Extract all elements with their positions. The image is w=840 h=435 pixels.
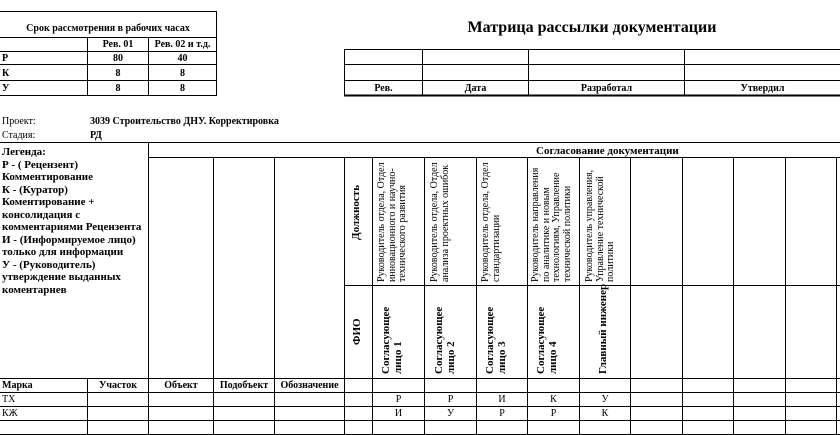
legend-line: И - (Информируемое лицо)	[2, 233, 136, 246]
row-value: У	[601, 394, 609, 405]
deadline-col-rev02: Рев. 02 и т.д.	[154, 39, 211, 50]
row-value: Р	[499, 408, 505, 419]
row-value: Р	[550, 408, 557, 419]
deadline-row-rev01: 80	[113, 53, 123, 64]
legend-line: У - (Руководитель)	[2, 258, 96, 271]
deadline-row-rev02: 8	[180, 83, 185, 94]
deadline-row-rev01: 8	[115, 68, 121, 79]
legend-line: коментарнев	[2, 283, 67, 296]
position-text: Руководитель отдела, Отдел инновационного и научно-технического развития	[376, 162, 408, 282]
row-value: К	[550, 394, 557, 405]
stage-value: РД	[90, 130, 102, 141]
approver-name: Согласующее лицо 3	[484, 306, 508, 374]
approval-title: Согласование документации	[536, 145, 679, 157]
col-object: Объект	[164, 380, 198, 391]
stage-label: Стадия:	[2, 130, 36, 141]
legend-line: К - (Куратор)	[2, 183, 68, 196]
approver-name: Главный инженер	[597, 283, 609, 374]
legend-line: Комментирование	[2, 171, 94, 183]
position-label: Должность	[350, 184, 362, 240]
project-label: Проект:	[2, 116, 36, 127]
deadline-row-code: Р	[2, 53, 9, 64]
legend-line: Р - ( Рецензент)	[2, 158, 79, 171]
legend-line: только для информации	[2, 246, 124, 258]
position-text: Руководитель управления, Управление технической политики	[584, 169, 616, 282]
row-value: У	[446, 408, 455, 419]
legend-line: консолидация с	[2, 208, 81, 221]
row-mark: ТХ	[2, 394, 16, 405]
position-text: Руководитель отдела, Отдел стандартизации	[480, 162, 502, 282]
deadline-row-code: К	[2, 68, 10, 79]
deadline-col-rev01: Рев. 01	[102, 39, 134, 50]
row-value: К	[601, 408, 609, 419]
date-header: Дата	[464, 83, 487, 94]
row-mark: КЖ	[2, 408, 18, 419]
deadline-table-title: Срок рассмотрения в рабочих часах	[26, 23, 190, 34]
position-text: Руководитель отдела, Отдел анализа проектных ошибок	[429, 162, 451, 282]
approver-name: Согласующее лицо 1	[380, 306, 404, 374]
deadline-row-code: У	[2, 83, 10, 94]
row-value: И	[394, 408, 403, 419]
legend-line: Коментирование +	[2, 196, 95, 208]
col-designation: Обозначение	[280, 380, 339, 391]
project-value: 3039 Строительство ДНУ. Корректировка	[90, 116, 279, 127]
position-text: Руководитель направления по аналитике и новым технологиям, Управление технической политики	[530, 167, 573, 282]
developed-header: Разработал	[580, 83, 633, 94]
legend-line: утверждение выданных	[2, 271, 121, 283]
deadline-row-rev02: 8	[180, 68, 185, 79]
rev-header: Рев.	[374, 83, 393, 94]
col-subobject: Подобъект	[219, 380, 269, 391]
approved-header: Утвердил	[740, 83, 785, 94]
fio-label: ФИО	[351, 318, 363, 345]
col-section: Участок	[99, 380, 137, 391]
legend-line: комментариями Рецензента	[2, 221, 142, 233]
approver-name: Согласующее лицо 4	[535, 306, 559, 374]
legend	[2, 146, 148, 296]
row-value: Р	[395, 394, 402, 405]
approver-name: Согласующее лицо 2	[433, 306, 457, 374]
row-value: Р	[447, 394, 454, 405]
legend-title: Легенда:	[2, 146, 46, 158]
deadline-row-rev01: 8	[115, 83, 121, 94]
col-mark: Марка	[2, 380, 33, 391]
row-value: И	[498, 394, 506, 405]
deadline-row-rev02: 40	[177, 53, 188, 64]
matrix-title: Матрица рассылки документации	[467, 19, 717, 36]
